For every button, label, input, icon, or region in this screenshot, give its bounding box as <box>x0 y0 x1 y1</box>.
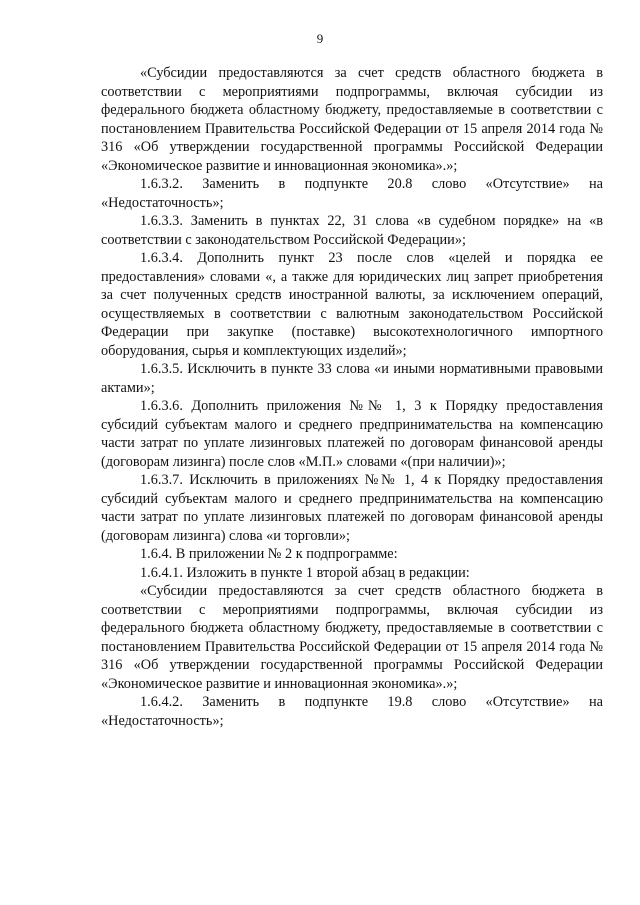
paragraph: «Субсидии предоставляются за счет средств областного бюджета в соответствии с мероприятиями подпрограммы, включая субсидии из федерального бюджета областному бюджету, предоставляемые в соответствии с постановлением Правительства Российской Федерации от 15 апреля 2014 года № 316 «Об утверждении государственной программы Российской Федерации «Экономическое развитие и инновационная экономика».»; <box>101 65 603 174</box>
paragraph: 1.6.3.7. Исключить в приложениях №№ 1, 4 к Порядку предоставления субсидий субъектам малого и среднего предпринимательства на компенсацию части затрат по уплате лизинговых платежей по договорам финансовой аренды (договорам лизинга) слова «и торговли»; <box>101 472 603 544</box>
document-body <box>101 64 603 730</box>
paragraph: 1.6.3.2. Заменить в подпункте 20.8 слово «Отсутствие» на «Недостаточность»; <box>101 176 603 211</box>
paragraph: 1.6.4.2. Заменить в подпункте 19.8 слово «Отсутствие» на «Недостаточность»; <box>101 694 603 729</box>
paragraph: 1.6.3.3. Заменить в пунктах 22, 31 слова «в судебном порядке» на «в соответствии с законодательством Российской Федерации»; <box>101 213 603 248</box>
paragraph: 1.6.4. В приложении № 2 к подпрограмме: <box>140 546 398 562</box>
paragraph: «Субсидии предоставляются за счет средств областного бюджета в соответствии с мероприятиями подпрограммы, включая субсидии из федерального бюджета областному бюджету, предоставляемые в соответствии с постановлением Правительства Российской Федерации от 15 апреля 2014 года № 316 «Об утверждении государственной программы Российской Федерации «Экономическое развитие и инновационная экономика».»; <box>101 583 603 692</box>
paragraph: 1.6.3.4. Дополнить пункт 23 после слов «целей и порядка ее предоставления» словами «, а также для юридических лиц запрет приобретения за счет полученных средств иностранной валюты, за исключением операций, осуществляемых в соответствии с валютным законодательством Российской Федерации при закупке (поставке) высокотехнологичного импортного оборудования, сырья и комплектующих изделий»; <box>101 250 603 359</box>
paragraph: 1.6.3.6. Дополнить приложения №№ 1, 3 к Порядку предоставления субсидий субъектам малого и среднего предпринимательства на компенсацию части затрат по уплате лизинговых платежей по договорам финансовой аренды (договорам лизинга) после слов «М.П.» словами «(при наличии)»; <box>101 398 603 470</box>
page-number: 9 <box>316 31 324 46</box>
paragraph: 1.6.4.1. Изложить в пункте 1 второй абзац в редакции: <box>140 564 470 581</box>
paragraph: 1.6.3.5. Исключить в пункте 33 слова «и иными нормативными правовыми актами»; <box>101 361 603 396</box>
